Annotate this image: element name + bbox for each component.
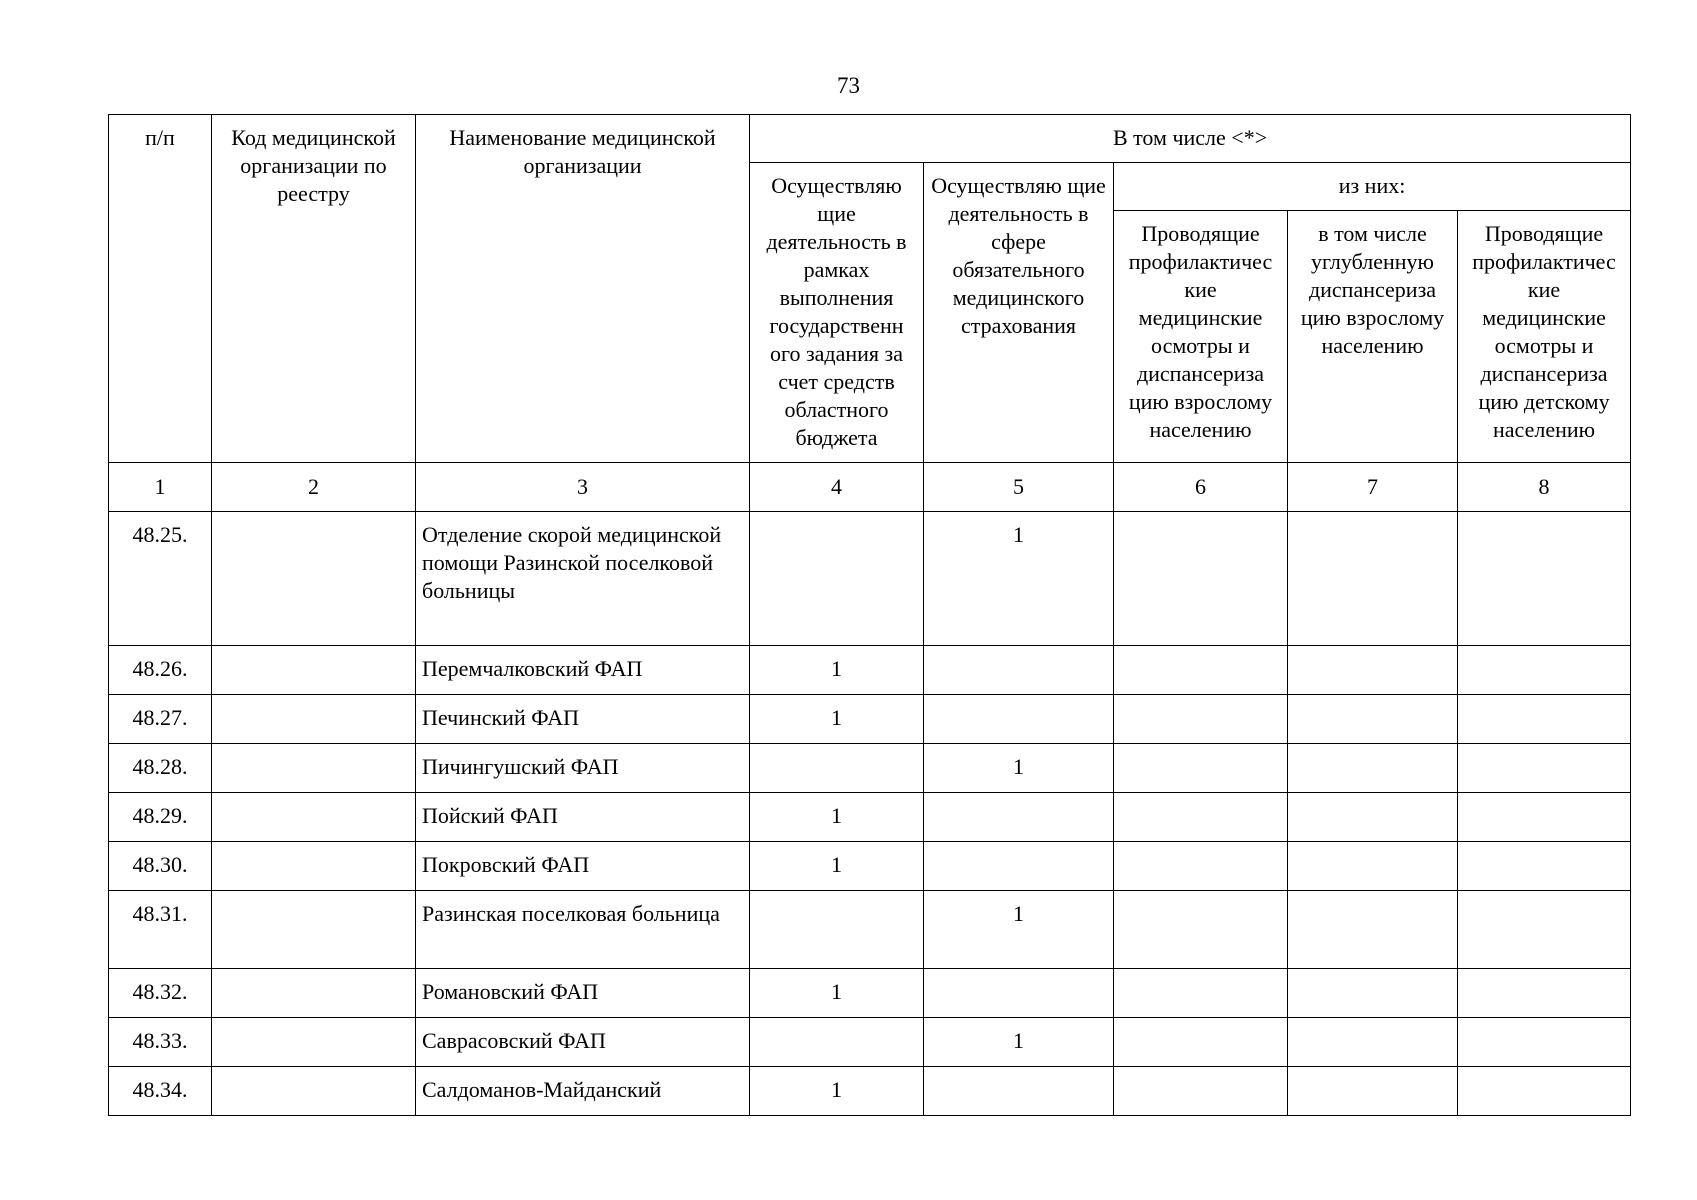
header-including-group: В том числе <*> [750, 115, 1631, 163]
row-deep-exams [1288, 1018, 1458, 1067]
row-name: Салдоманов-Майданский [416, 1067, 750, 1116]
row-deep-exams [1288, 793, 1458, 842]
column-number: 6 [1114, 463, 1288, 512]
row-state-task [750, 1018, 924, 1067]
row-oms [924, 695, 1114, 744]
row-adult-exams [1114, 891, 1288, 969]
row-adult-exams [1114, 646, 1288, 695]
row-name: Саврасовский ФАП [416, 1018, 750, 1067]
header-adult-exams: Проводящие профилактичес кие медицинские осмотры и диспансериза цию взрослому населению [1114, 211, 1288, 463]
row-adult-exams [1114, 969, 1288, 1018]
row-name: Перемчалковский ФАП [416, 646, 750, 695]
table-row [109, 695, 1631, 744]
row-name: Пичингушский ФАП [416, 744, 750, 793]
row-child-exams [1458, 646, 1631, 695]
row-name: Пойский ФАП [416, 793, 750, 842]
row-number: 48.31. [109, 891, 212, 969]
row-child-exams [1458, 1067, 1631, 1116]
row-code [212, 695, 416, 744]
row-number: 48.26. [109, 646, 212, 695]
column-number: 8 [1458, 463, 1631, 512]
row-code [212, 646, 416, 695]
row-oms [924, 969, 1114, 1018]
row-state-task: 1 [750, 695, 924, 744]
row-deep-exams [1288, 512, 1458, 646]
row-state-task: 1 [750, 969, 924, 1018]
row-deep-exams [1288, 1067, 1458, 1116]
table-row [109, 512, 1631, 646]
row-name: Печинский ФАП [416, 695, 750, 744]
row-deep-exams [1288, 695, 1458, 744]
header-deep-exams: в том числе углубленную диспансериза цию взрослому населению [1288, 211, 1458, 463]
column-number: 1 [109, 463, 212, 512]
row-code [212, 1067, 416, 1116]
row-number: 48.32. [109, 969, 212, 1018]
row-child-exams [1458, 744, 1631, 793]
header-state-task: Осуществляю щие деятельность в рамках выполнения государственн ого задания за счет средств областного бюджета [750, 163, 924, 463]
table-row [109, 793, 1631, 842]
row-code [212, 1018, 416, 1067]
row-oms: 1 [924, 744, 1114, 793]
header-row-1 [109, 115, 1631, 163]
row-state-task [750, 744, 924, 793]
row-oms [924, 842, 1114, 891]
column-number: 4 [750, 463, 924, 512]
row-name: Отделение скорой медицинской помощи Разинской поселковой больницы [416, 512, 750, 646]
header-name: Наименование медицинской организации [416, 115, 750, 463]
row-adult-exams [1114, 1067, 1288, 1116]
header-child-exams: Проводящие профилактичес кие медицинские осмотры и диспансериза цию детскому населению [1458, 211, 1631, 463]
row-deep-exams [1288, 891, 1458, 969]
table-row [109, 969, 1631, 1018]
row-adult-exams [1114, 744, 1288, 793]
table-row [109, 646, 1631, 695]
row-deep-exams [1288, 969, 1458, 1018]
row-number: 48.34. [109, 1067, 212, 1116]
row-code [212, 744, 416, 793]
row-state-task: 1 [750, 1067, 924, 1116]
row-oms: 1 [924, 512, 1114, 646]
row-deep-exams [1288, 646, 1458, 695]
row-code [212, 969, 416, 1018]
row-name: Разинская поселковая больница [416, 891, 750, 969]
row-state-task: 1 [750, 793, 924, 842]
row-child-exams [1458, 512, 1631, 646]
row-number: 48.30. [109, 842, 212, 891]
row-adult-exams [1114, 512, 1288, 646]
column-number: 3 [416, 463, 750, 512]
row-oms: 1 [924, 891, 1114, 969]
row-state-task: 1 [750, 842, 924, 891]
row-child-exams [1458, 969, 1631, 1018]
row-state-task [750, 512, 924, 646]
table-row [109, 744, 1631, 793]
column-numbers-row [109, 463, 1631, 512]
row-code [212, 793, 416, 842]
row-code [212, 512, 416, 646]
page-number: 73 [837, 73, 860, 98]
row-adult-exams [1114, 1018, 1288, 1067]
organizations-table [108, 114, 1631, 1116]
row-oms [924, 1067, 1114, 1116]
header-code: Код медицинской организации по реестру [212, 115, 416, 463]
row-oms [924, 793, 1114, 842]
row-state-task [750, 891, 924, 969]
row-number: 48.33. [109, 1018, 212, 1067]
row-state-task: 1 [750, 646, 924, 695]
column-number: 5 [924, 463, 1114, 512]
row-name: Романовский ФАП [416, 969, 750, 1018]
row-child-exams [1458, 842, 1631, 891]
table-row [109, 891, 1631, 969]
table-row [109, 842, 1631, 891]
row-adult-exams [1114, 793, 1288, 842]
row-number: 48.27. [109, 695, 212, 744]
row-deep-exams [1288, 842, 1458, 891]
column-number: 7 [1288, 463, 1458, 512]
header-num: п/п [109, 115, 212, 463]
row-code [212, 891, 416, 969]
table-row [109, 1018, 1631, 1067]
row-adult-exams [1114, 842, 1288, 891]
row-number: 48.29. [109, 793, 212, 842]
row-code [212, 842, 416, 891]
row-child-exams [1458, 695, 1631, 744]
row-child-exams [1458, 1018, 1631, 1067]
header-oms: Осуществляю щие деятельность в сфере обязательного медицинского страхования [924, 163, 1114, 463]
row-child-exams [1458, 793, 1631, 842]
row-child-exams [1458, 891, 1631, 969]
column-number: 2 [212, 463, 416, 512]
header-of-them-group: из них: [1114, 163, 1631, 211]
row-number: 48.28. [109, 744, 212, 793]
row-deep-exams [1288, 744, 1458, 793]
row-number: 48.25. [109, 512, 212, 646]
row-oms: 1 [924, 1018, 1114, 1067]
row-name: Покровский ФАП [416, 842, 750, 891]
table-row [109, 1067, 1631, 1116]
row-oms [924, 646, 1114, 695]
row-adult-exams [1114, 695, 1288, 744]
